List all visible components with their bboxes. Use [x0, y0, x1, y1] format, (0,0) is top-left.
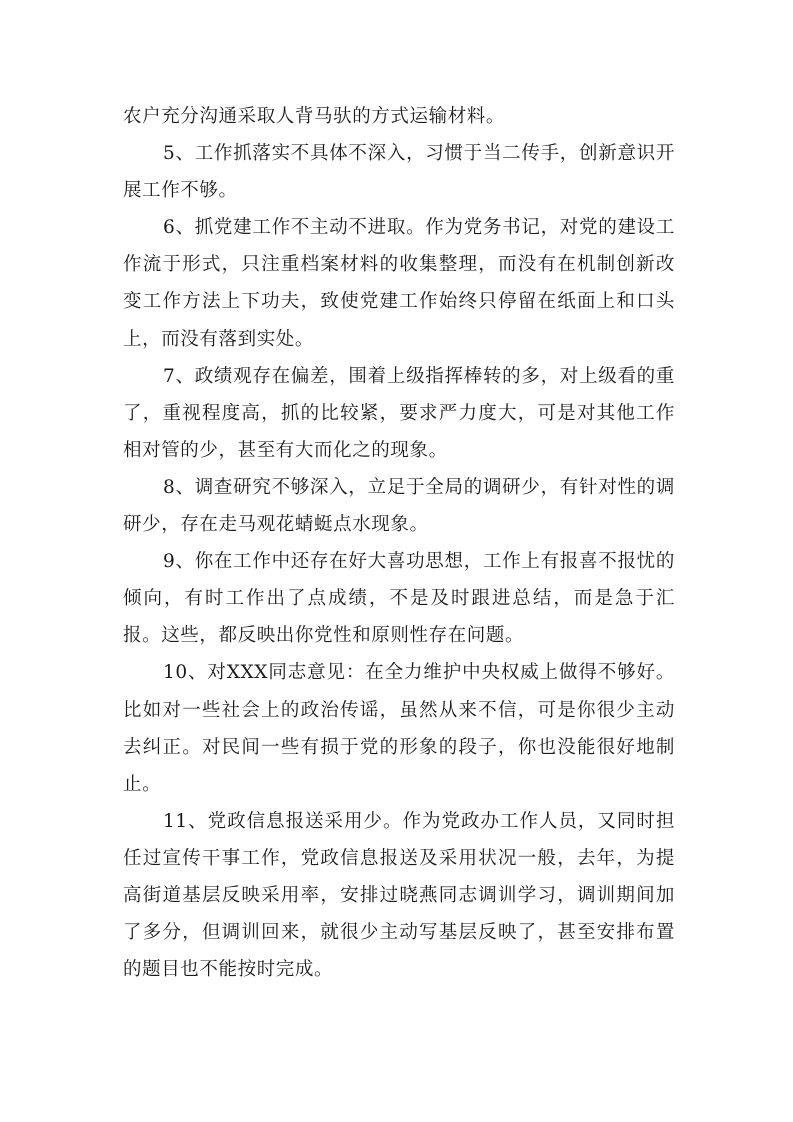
paragraph-item-10: 10、对XXX同志意见：在全力维护中央权威上做得不够好。比如对一些社会上的政治传谣，虽然从来不信，可是你很少主动去纠正。对民间一些有损于党的形象的段子，你也没能很好地制止。: [123, 662, 675, 795]
paragraph-item-7: 7、政绩观存在偏差，围着上级指挥棒转的多，对上级看的重了，重视程度高，抓的比较紧，要求严力度大，可是对其他工作相对管的少，甚至有大而化之的现象。: [123, 365, 675, 461]
paragraph-item-11: 11、党政信息报送采用少。作为党政办工作人员，又同时担任过宣传干事工作，党政信息报送及采用状况一般，去年，为提高街道基层反映采用率，安排过晓燕同志调训学习，调训期间加了多分，但调训回来，就很少主动写基层反映了，甚至安排布置的题目也不能按时完成。: [123, 810, 675, 981]
paragraph-item-9: 9、你在工作中还存在好大喜功思想，工作上有报喜不报忧的倾向，有时工作出了点成绩，不是及时跟进总结，而是急于汇报。这些，都反映出你党性和原则性存在问题。: [123, 551, 675, 647]
paragraph-continuation: 农户充分沟通采取人背马驮的方式运输材料。: [123, 106, 506, 127]
paragraph-item-6: 6、抓党建工作不主动不进取。作为党务书记，对党的建设工作流于形式，只注重档案材料的收集整理，而没有在机制创新改变工作方法上下功夫，致使党建工作始终只停留在纸面上和口头上，而没有落到实处。: [123, 217, 675, 350]
paragraph-item-5: 5、工作抓落实不具体不深入，习惯于当二传手，创新意识开展工作不够。: [123, 143, 675, 202]
paragraph-item-8: 8、调查研究不够深入，立足于全局的调研少，有针对性的调研少，存在走马观花蜻蜓点水现象。: [123, 476, 675, 536]
document-body: [123, 98, 675, 988]
